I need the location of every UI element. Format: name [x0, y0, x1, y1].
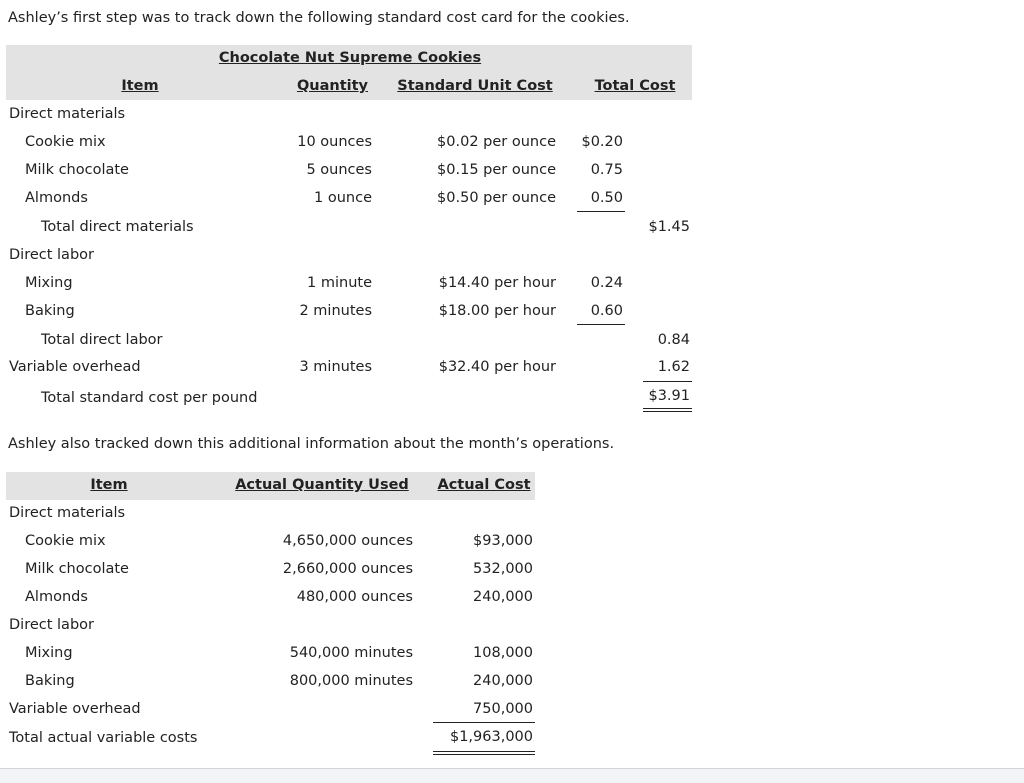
grand-total-label: Total standard cost per pound	[41, 390, 258, 406]
row-item: Mixing	[25, 645, 73, 661]
row-item: Mixing	[25, 275, 73, 291]
bottom-scroll-region	[0, 768, 1024, 783]
dl-label: Direct labor	[9, 617, 94, 633]
row-cost: 532,000	[473, 561, 533, 577]
row-quantity: 4,650,000 ounces	[282, 533, 413, 549]
col-quantity-header: Quantity	[296, 78, 369, 94]
row-unit-cost: $0.15 per ounce	[437, 162, 556, 178]
row-cost: 240,000	[473, 589, 533, 605]
row-item: Milk chocolate	[25, 162, 129, 178]
vo-cost: 750,000	[473, 701, 533, 717]
row-item: Almonds	[25, 190, 88, 206]
total-double-rule	[433, 751, 535, 755]
row-quantity: 480,000 ounces	[296, 589, 413, 605]
row-quantity: 2 minutes	[299, 303, 372, 319]
total-rule	[643, 381, 692, 382]
row-unit-cost: $0.02 per ounce	[437, 134, 556, 150]
dl-label: Direct labor	[9, 247, 94, 263]
row-item: Almonds	[25, 589, 88, 605]
total-label: Total actual variable costs	[9, 730, 198, 746]
row-cost: $0.20	[581, 134, 623, 150]
dm-label: Direct materials	[9, 106, 126, 122]
vo-total-value: 1.62	[657, 359, 690, 375]
card-title: Chocolate Nut Supreme Cookies	[218, 50, 482, 66]
col-item-header: Item	[121, 78, 159, 94]
row-unit-cost: $0.50 per ounce	[437, 190, 556, 206]
row-quantity: 540,000 minutes	[289, 645, 413, 661]
row-unit-cost: $14.40 per hour	[438, 275, 556, 291]
dm-total-label: Total direct materials	[41, 219, 194, 235]
row-cost: 108,000	[473, 645, 533, 661]
col-item-header: Item	[90, 477, 128, 493]
row-quantity: 1 ounce	[314, 190, 372, 206]
row-item: Cookie mix	[25, 134, 106, 150]
row-cost: 0.50	[590, 190, 623, 206]
additional-text: Ashley also tracked down this additional information about the month’s operations.	[8, 436, 615, 452]
col-total-header: Total Cost	[594, 78, 676, 94]
dm-total-value: $1.45	[648, 219, 690, 235]
row-cost: 240,000	[473, 673, 533, 689]
row-cost: 0.24	[590, 275, 623, 291]
row-quantity: 2,660,000 ounces	[282, 561, 413, 577]
row-item: Milk chocolate	[25, 561, 129, 577]
vo-unit-cost: $32.40 per hour	[438, 359, 556, 375]
vo-label: Variable overhead	[9, 359, 141, 375]
row-quantity: 10 ounces	[297, 134, 372, 150]
row-item: Baking	[25, 303, 75, 319]
total-rule	[433, 722, 535, 723]
grand-total-double-rule	[643, 408, 692, 412]
grand-total-value: $3.91	[648, 388, 690, 404]
total-cost: $1,963,000	[449, 729, 533, 745]
row-cost: $93,000	[473, 533, 533, 549]
subtotal-rule	[577, 211, 625, 212]
vo-quantity: 3 minutes	[299, 359, 372, 375]
row-quantity: 800,000 minutes	[289, 673, 413, 689]
dl-total-value: 0.84	[657, 332, 690, 348]
col-unit-cost-header: Standard Unit Cost	[397, 78, 553, 94]
col-cost-header: Actual Cost	[437, 477, 531, 493]
intro-text: Ashley’s first step was to track down the following standard cost card for the cookies.	[8, 10, 630, 26]
vo-label: Variable overhead	[9, 701, 141, 717]
row-item: Cookie mix	[25, 533, 106, 549]
dl-total-label: Total direct labor	[41, 332, 163, 348]
dm-label: Direct materials	[9, 505, 126, 521]
row-item: Baking	[25, 673, 75, 689]
row-unit-cost: $18.00 per hour	[438, 303, 556, 319]
row-quantity: 5 ounces	[306, 162, 372, 178]
col-quantity-header: Actual Quantity Used	[235, 477, 409, 493]
row-cost: 0.60	[590, 303, 623, 319]
row-quantity: 1 minute	[307, 275, 372, 291]
subtotal-rule	[577, 324, 625, 325]
row-cost: 0.75	[590, 162, 623, 178]
